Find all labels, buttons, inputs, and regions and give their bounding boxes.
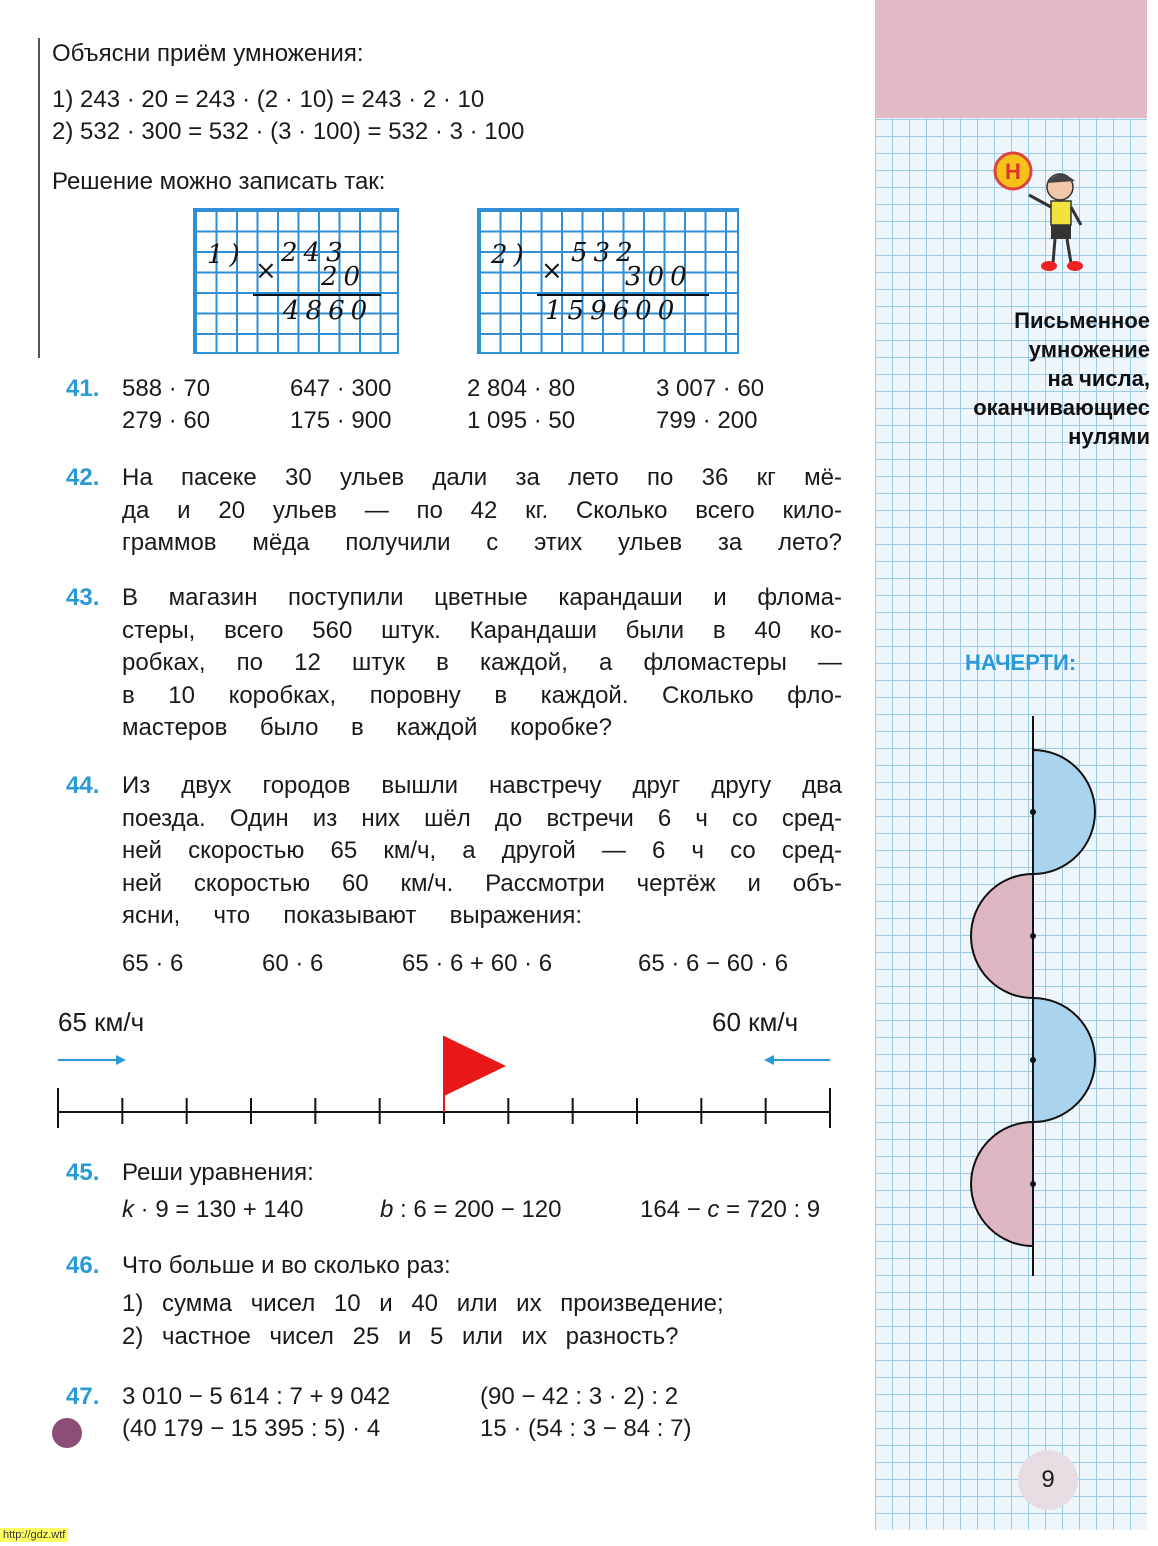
intro-title: Объясни приём умножения: <box>52 40 364 67</box>
calc-grid-1 <box>193 208 399 354</box>
blue-semicircle-1 <box>1033 750 1095 874</box>
task-46-number: 46. <box>66 1252 100 1279</box>
eq1-variable: k <box>122 1196 134 1223</box>
task-43-line: стеры, всего 560 штук. Карандаши были в 40 ко- <box>122 616 842 644</box>
task-44-line: ясни, что показывают выражения: <box>122 902 582 929</box>
task-41-r1c4: 3 007 · 60 <box>656 375 765 402</box>
eq2-rest: : 6 = 200 − 120 <box>393 1196 562 1223</box>
calc2-mult: 300 <box>625 262 693 292</box>
expr-3: 65 · 6 + 60 · 6 <box>402 950 553 977</box>
task-47-number: 47. <box>66 1383 100 1410</box>
task-43-line: мастеров было в каждой коробке? <box>122 714 612 741</box>
task-47-b: (90 − 42 : 3 · 2) : 2 <box>480 1383 679 1410</box>
task-41-r1c3: 2 804 · 80 <box>467 375 576 402</box>
solution-label: Решение можно записать так: <box>52 168 386 195</box>
calc2-times: × <box>541 256 563 286</box>
expr-1: 65 · 6 <box>122 950 184 977</box>
speed-right-label: 60 км/ч <box>712 1007 799 1037</box>
task-44-line: Из двух городов вышли навстречу друг другу два <box>122 772 842 799</box>
draw-label: НАЧЕРТИ: <box>965 650 1077 675</box>
task-45-number: 45. <box>66 1159 100 1186</box>
eq2-variable: b <box>380 1196 394 1223</box>
calc1-label: 1) <box>207 240 246 270</box>
sidebar-header-band <box>875 0 1147 118</box>
task-46-line-2: 2) частное чисел 25 и 5 или их разность? <box>122 1323 679 1350</box>
intro-line-2: 2) 532 · 300 = 532 · (3 · 100) = 532 · 3 · 100 <box>52 118 525 145</box>
task-42-number: 42. <box>66 464 100 491</box>
eq3-prefix: 164 − <box>640 1196 708 1223</box>
expr-2: 60 · 6 <box>262 950 324 977</box>
equation-2 <box>380 1194 562 1226</box>
topic-title-line: на числа, <box>1047 366 1150 391</box>
calc-grid-2 <box>477 208 739 354</box>
eq1-rest: · 9 = 130 + 140 <box>134 1196 304 1223</box>
calc1-result: 4860 <box>283 296 374 326</box>
task-42-text <box>122 462 842 560</box>
task-42-line: На пасеке 30 ульев дали за лето по 36 кг мё- <box>122 464 842 491</box>
calc1-times: × <box>255 256 277 286</box>
task-44-line: поезда. Один из них шёл до встречи 6 ч со сред- <box>122 804 842 832</box>
task-44-number: 44. <box>66 772 100 799</box>
task-46-title: Что больше и во сколько раз: <box>122 1252 451 1279</box>
eq3-rest: = 720 : 9 <box>719 1196 821 1223</box>
topic-title-line: оканчивающиес <box>973 395 1150 420</box>
task-47-a: 3 010 − 5 614 : 7 + 9 042 <box>122 1383 391 1410</box>
expr-4: 65 · 6 − 60 · 6 <box>638 950 789 977</box>
arrow-right-icon <box>58 1055 126 1065</box>
semicircle-drawing <box>965 710 1105 1290</box>
task-41-r2c3: 1 095 · 50 <box>467 407 576 434</box>
task-44-text <box>122 770 842 933</box>
calc2-top: 532 <box>571 238 639 268</box>
pink-semicircle-1 <box>971 874 1033 998</box>
task-44-line: ней скоростью 65 км/ч, а другой — 6 ч со сред- <box>122 837 842 864</box>
mascot-shirt <box>1051 201 1071 225</box>
task-43-text <box>122 582 842 745</box>
task-42-line: да и 20 ульев — по 42 кг. Сколько всего кило- <box>122 496 842 524</box>
topic-title <box>900 306 1150 451</box>
task-41-r2c4: 799 · 200 <box>656 407 758 434</box>
task-44-line: ней скоростью 60 км/ч. Рассмотри чертёж и объ- <box>122 869 842 897</box>
equation-3 <box>640 1194 820 1226</box>
eq3-variable: c <box>707 1196 720 1223</box>
task-47-c: (40 179 − 15 395 : 5) · 4 <box>122 1415 381 1442</box>
intro-line-1: 1) 243 · 20 = 243 · (2 · 10) = 243 · 2 · 10 <box>52 86 485 113</box>
task-41-r1c2: 647 · 300 <box>290 375 392 402</box>
task-43-line: в 10 коробках, поровну в каждой. Сколько фло- <box>122 681 842 709</box>
pink-semicircle-2 <box>971 1122 1033 1246</box>
calc1-mult: 20 <box>321 262 367 292</box>
task-46-line-1: 1) сумма чисел 10 и 40 или их произведение; <box>122 1290 724 1317</box>
source-link[interactable]: http://gdz.wtf <box>0 1528 68 1542</box>
meeting-flag-icon <box>444 1036 506 1096</box>
mascot-figure <box>985 145 1095 275</box>
task-41-r1c1: 588 · 70 <box>122 375 211 402</box>
blue-semicircle-2 <box>1033 998 1095 1122</box>
topic-title-line: умножение <box>1028 337 1150 362</box>
task-41-number: 41. <box>66 375 100 402</box>
task-43-number: 43. <box>66 584 100 611</box>
badge-letter: Н <box>1005 159 1021 184</box>
section-rule <box>38 38 40 358</box>
task-41-r2c2: 175 · 900 <box>290 407 392 434</box>
speed-left-label: 65 км/ч <box>58 1007 145 1037</box>
task-41-r2c1: 279 · 60 <box>122 407 211 434</box>
calc1-top: 243 <box>281 238 349 268</box>
arrow-left-icon <box>764 1055 830 1065</box>
task-45-title: Реши уравнения: <box>122 1159 314 1186</box>
task-43-line: робках, по 12 штук в каждой, а фломастеры — <box>122 649 842 676</box>
equation-1 <box>122 1194 303 1226</box>
topic-title-line: Письменное <box>1014 308 1150 333</box>
task-42-line: граммов мёда получили с этих ульев за лето? <box>122 529 842 556</box>
task-43-line: В магазин поступили цветные карандаши и флома- <box>122 584 842 611</box>
task-47-d: 15 · (54 : 3 − 84 : 7) <box>480 1415 692 1442</box>
bullet-dot <box>52 1418 82 1448</box>
calc2-result: 159600 <box>545 296 681 326</box>
train-diagram <box>40 1030 850 1140</box>
topic-title-line: нулями <box>1068 424 1150 449</box>
calc2-label: 2) <box>491 240 530 270</box>
page-number: 9 <box>1018 1450 1078 1510</box>
